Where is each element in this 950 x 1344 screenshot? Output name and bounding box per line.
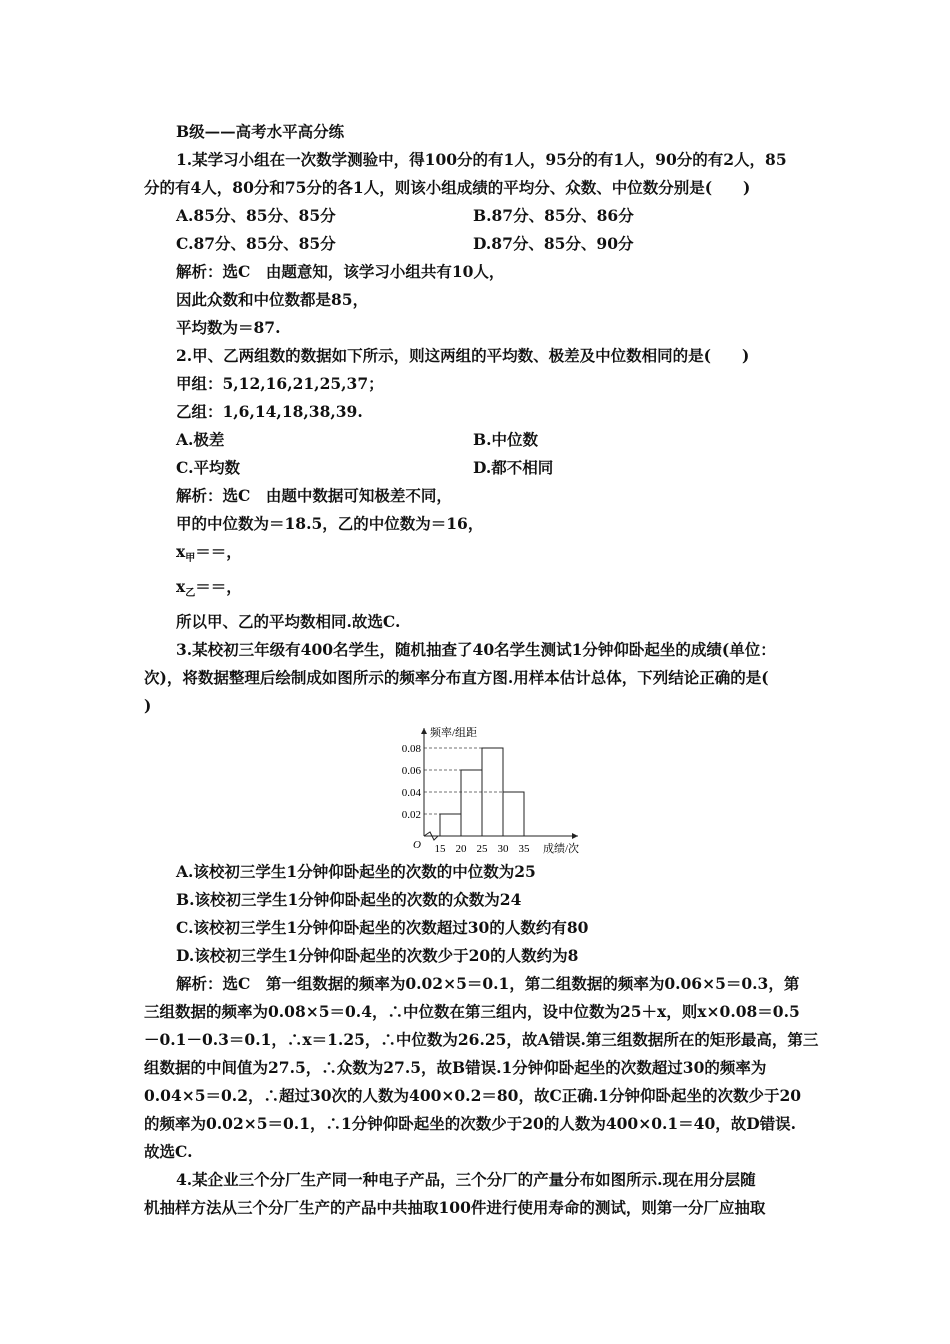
histogram-bar-2 — [461, 770, 482, 836]
y-tick-label-1: 0.02 — [401, 809, 421, 822]
y-tick-label-2: 0.04 — [401, 787, 421, 800]
q2-options-row1 — [144, 426, 808, 454]
q3-option-a: A.该校初三学生1分钟仰卧起坐的次数的中位数为25 — [176, 862, 536, 882]
y-tick-labels — [402, 743, 422, 821]
x-tick-label-20: 20 — [455, 843, 467, 856]
q3-option-c: C.该校初三学生1分钟仰卧起坐的次数超过30的人数约有80 — [176, 918, 589, 938]
q2-mean-b-var: x — [176, 577, 186, 597]
q2-group-b: 乙组：1,6,14,18,38,39. — [176, 402, 363, 421]
q1-option-c: C.87分、85分、85分 — [176, 234, 336, 253]
q3-solution-line4: 组数据的中间值为27.5，∴众数为27.5，故B错误.1分钟仰卧起坐的次数超过30的频率为 — [144, 1058, 767, 1078]
q2-mean-a-var: x — [176, 542, 186, 561]
q1-option-b: B.87分、85分、86分 — [473, 206, 634, 225]
histogram-guides — [424, 748, 503, 814]
q3-solution-line7: 故选C. — [144, 1142, 193, 1162]
q2-stem: 2.甲、乙两组数的数据如下所示，则这两组的平均数、极差及中位数相同的是( ) — [176, 346, 750, 365]
x-tick-labels — [435, 843, 531, 855]
y-axis-label: 频率/组距 — [430, 727, 478, 740]
q1-solution-line3: 平均数为＝87. — [176, 318, 281, 337]
q2-solution-line2: 甲的中位数为＝18.5，乙的中位数为＝16， — [176, 514, 484, 533]
q2-mean-b-sub: 乙 — [185, 588, 196, 600]
q3-stem-line2: 次)，将数据整理后绘制成如图所示的频率分布直方图.用样本估计总体，下列结论正确的是( — [144, 668, 769, 688]
q2-mean-b-rest: ＝＝， — [195, 577, 242, 597]
q4-stem-line2: 机抽样方法从三个分厂生产的产品中共抽取100件进行使用寿命的测试，则第一分厂应抽取 — [144, 1198, 766, 1218]
q1-option-d: D.87分、85分、90分 — [473, 234, 634, 253]
q3-option-b: B.该校初三学生1分钟仰卧起坐的次数的众数为24 — [176, 890, 522, 910]
q2-options-row2 — [144, 454, 808, 482]
q2-option-d: D.都不相同 — [473, 458, 554, 477]
q2-solution-line4 — [144, 573, 808, 608]
frequency-histogram — [394, 722, 594, 856]
origin-label: O — [413, 839, 421, 852]
q2-group-a: 甲组：5,12,16,21,25,37； — [176, 374, 384, 393]
q1-stem-line1: 1.某学习小组在一次数学测验中，得100分的有1人，95分的有1人，90分的有2人，85 — [176, 150, 787, 169]
q3-solution-line3: －0.1－0.3＝0.1，∴x＝1.25，∴中位数为26.25，故A错误.第三组数据所在的矩形最高，第三 — [144, 1030, 819, 1050]
y-tick-label-4: 0.08 — [401, 743, 421, 756]
q3-option-d: D.该校初三学生1分钟仰卧起坐的次数少于20的人数约为8 — [176, 946, 579, 966]
document-page — [144, 118, 819, 1222]
x-tick-label-35: 35 — [518, 843, 530, 856]
x-tick-label-15: 15 — [434, 843, 446, 856]
q3-stem-line1: 3.某校初三年级有400名学生，随机抽查了40名学生测试1分钟仰卧起坐的成绩(单位： — [176, 640, 776, 660]
q3-histogram-container — [144, 720, 808, 858]
q2-option-b: B.中位数 — [473, 430, 538, 449]
q1-options-row1 — [144, 202, 808, 230]
q3-solution-line6: 的频率为0.02×5＝0.1，∴1分钟仰卧起坐的次数少于20的人数为400×0.1＝40，故D错误. — [144, 1114, 797, 1134]
q4-stem-line1: 4.某企业三个分厂生产同一种电子产品，三个分厂的产量分布如图所示.现在用分层随 — [176, 1170, 756, 1190]
q2-option-c: C.平均数 — [176, 458, 240, 477]
q3-solution-line2: 三组数据的频率为0.08×5＝0.4，∴中位数在第三组内，设中位数为25＋x，则x×0.08＝0.5 — [144, 1002, 800, 1022]
q1-options-row2 — [144, 230, 808, 258]
histogram-bars — [440, 748, 524, 836]
x-axis-label: 成绩/次 — [543, 843, 580, 856]
y-tick-label-3: 0.06 — [401, 765, 421, 778]
x-tick-label-25: 25 — [476, 843, 488, 856]
q1-solution-line1: 解析：选C 由题意知，该学习小组共有10人， — [176, 262, 505, 281]
q2-solution-line5: 所以甲、乙的平均数相同.故选C. — [176, 612, 401, 632]
q3-stem-line3: ) — [144, 696, 152, 716]
q2-mean-a-rest: ＝＝， — [195, 542, 242, 561]
histogram-bar-1 — [440, 814, 461, 836]
q2-solution-line1: 解析：选C 由题中数据可知极差不同， — [176, 486, 452, 505]
q2-option-a: A.极差 — [176, 430, 225, 449]
histogram-bar-4 — [503, 792, 524, 836]
section-title: B级——高考水平高分练 — [176, 122, 345, 141]
q1-option-a: A.85分、85分、85分 — [176, 206, 336, 225]
q2-solution-line3 — [144, 538, 808, 573]
q3-solution-line5: 0.04×5＝0.2，∴超过30次的人数为400×0.2＝80，故C正确.1分钟仰卧起坐的次数少于20 — [144, 1086, 802, 1106]
q3-solution-line1: 解析：选C 第一组数据的频率为0.02×5＝0.1，第二组数据的频率为0.06×5＝0.3，第 — [176, 974, 800, 994]
q2-mean-a-sub: 甲 — [185, 553, 196, 565]
q1-solution-line2: 因此众数和中位数都是85， — [176, 290, 369, 309]
q1-stem-line2: 分的有4人，80分和75分的各1人，则该小组成绩的平均分、众数、中位数分别是( ) — [144, 178, 751, 197]
x-tick-label-30: 30 — [497, 843, 509, 856]
